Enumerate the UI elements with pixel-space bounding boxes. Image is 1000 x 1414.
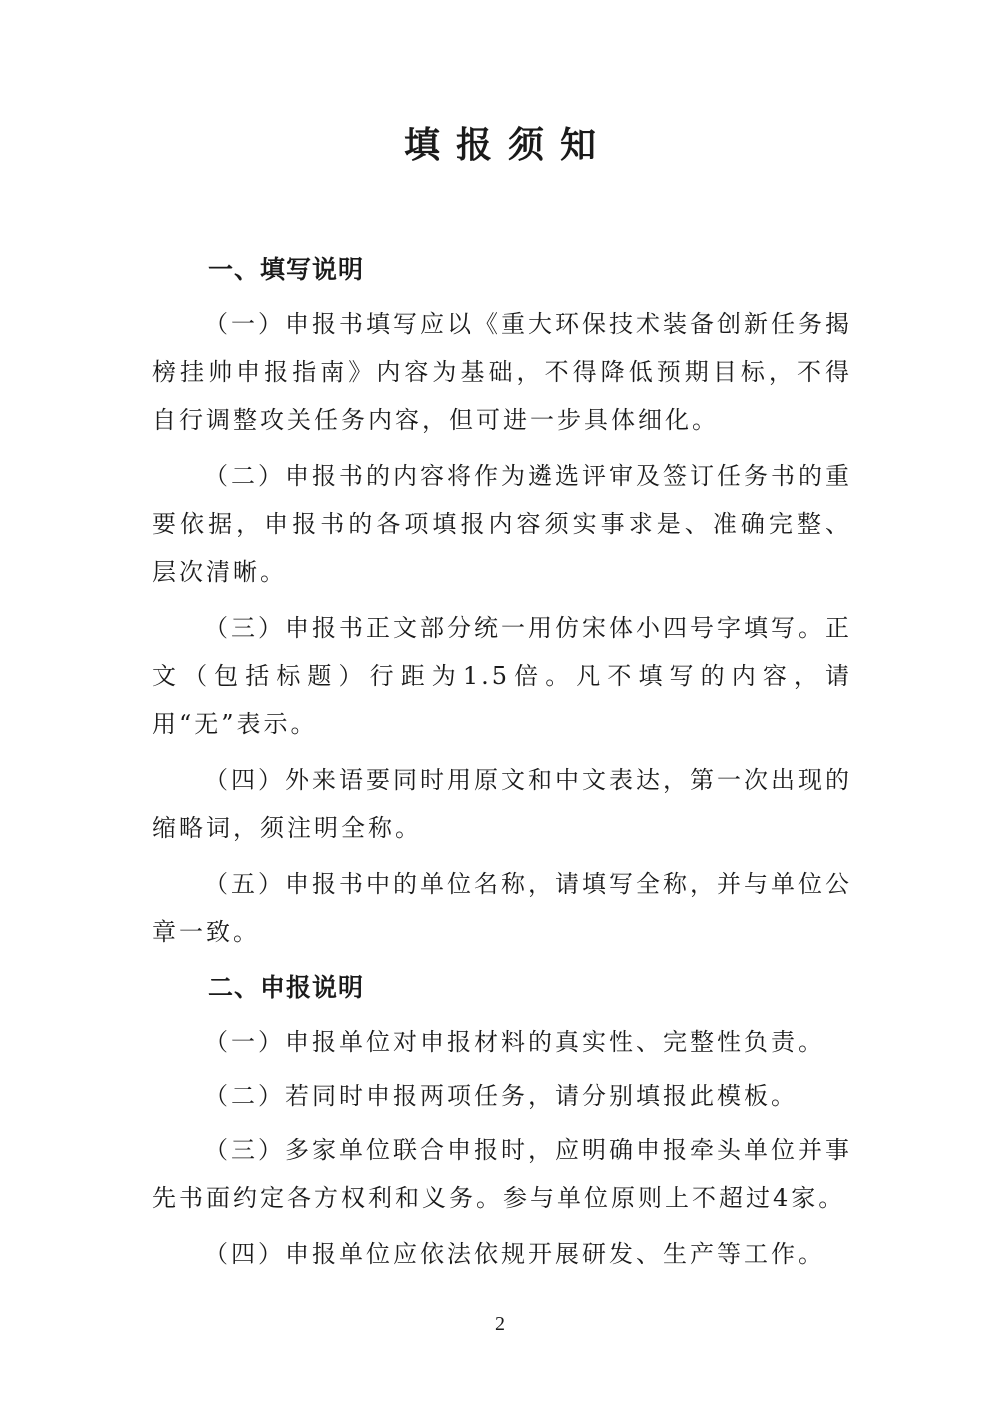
- page-number: 2: [495, 1313, 505, 1335]
- fill-instruction-item-3: （三）申报书正文部分统一用仿宋体小四号字填写。正文（包括标题）行距为1.5倍。凡不填写的内容，请用“无”表示。: [152, 614, 852, 738]
- fill-instruction-item-5: （五）申报书中的单位名称，请填写全称，并与单位公章一致。: [152, 870, 852, 946]
- document-body: [152, 246, 852, 1278]
- application-instruction-item-1: （一）申报单位对申报材料的真实性、完整性负责。: [204, 1028, 825, 1056]
- application-instruction-item-4: （四）申报单位应依法依规开展研发、生产等工作。: [204, 1240, 825, 1268]
- application-instruction-item-2: （二）若同时申报两项任务，请分别填报此模板。: [204, 1082, 798, 1110]
- application-instruction-item-3: （三）多家单位联合申报时，应明确申报牵头单位并事先书面约定各方权利和义务。参与单位原则上不超过4家。: [152, 1136, 852, 1212]
- fill-instruction-item-4: （四）外来语要同时用原文和中文表达，第一次出现的缩略词，须注明全称。: [152, 766, 852, 842]
- section-heading-fill-instructions: 一、填写说明: [208, 255, 365, 284]
- section-heading-application-instructions: 二、申报说明: [208, 973, 365, 1002]
- page-title: 填报须知: [403, 125, 612, 166]
- fill-instruction-item-1: （一）申报书填写应以《重大环保技术装备创新任务揭榜挂帅申报指南》内容为基础，不得降低预期目标，不得自行调整攻关任务内容，但可进一步具体细化。: [152, 310, 852, 434]
- fill-instruction-item-2: （二）申报书的内容将作为遴选评审及签订任务书的重要依据，申报书的各项填报内容须实事求是、准确完整、层次清晰。: [152, 462, 852, 586]
